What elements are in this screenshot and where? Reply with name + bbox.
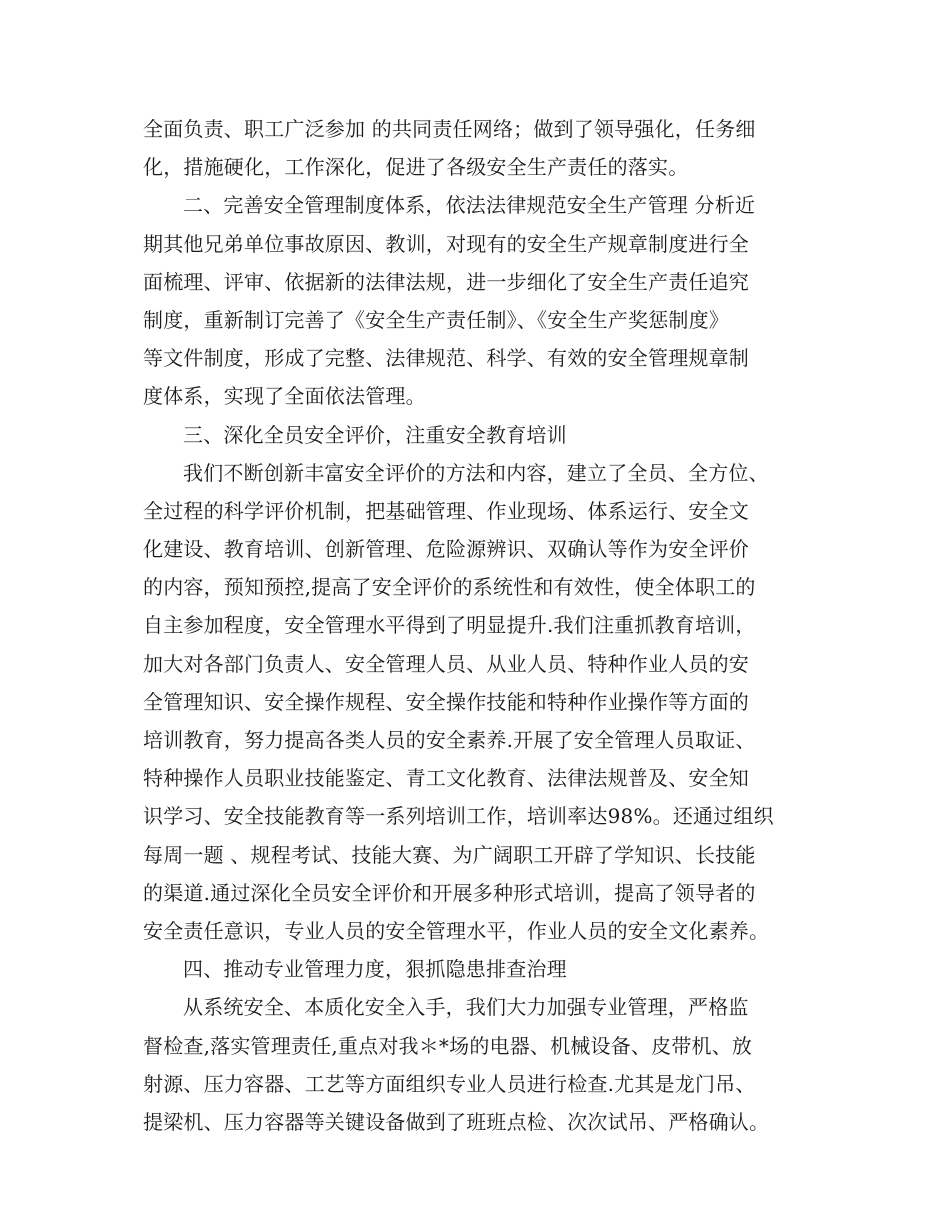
text-line: 期其他兄弟单位事故原因、教训，对现有的安全生产规章制度进行全 [143,231,749,256]
text-line: 全过程的科学评价机制，把基础管理、作业现场、体系运行、安全文 [143,498,749,523]
text-line: 三、深化全员安全评价，注重安全教育培训 [183,422,567,447]
text-line: 等文件制度，形成了完整、法律规范、科学、有效的安全管理规章制 [143,346,749,371]
text-line: 化建设、教育培训、创新管理、危险源辨识、双确认等作为安全评价 [143,537,749,562]
text-line: 射源、压力容器、工艺等方面组织专业人员进行检查.尤其是龙门吊、 [143,1071,756,1096]
text-line: 制度，重新制订完善了《安全生产责任制》、《安全生产奖惩制度》 [143,307,729,332]
text-line: 识学习、安全技能教育等一系列培训工作，培训率达98%。还通过组织 [143,804,774,829]
text-line: 提梁机、压力容器等关键设备做到了班班点检、次次试吊、严格确认。 [143,1109,770,1134]
text-line: 特种操作人员职业技能鉴定、青工文化教育、法律法规普及、安全知 [143,766,749,791]
text-line: 的渠道.通过深化全员安全评价和开展多种形式培训，提高了领导者的 [143,880,756,905]
text-line: 的内容，预知预控,提高了安全评价的系统性和有效性，使全体职工的 [143,575,756,600]
text-line: 度体系，实现了全面依法管理。 [143,384,426,409]
text-line: 我们不断创新丰富安全评价的方法和内容，建立了全员、全方位、 [183,460,769,485]
text-line: 二、完善安全管理制度体系，依法法律规范安全生产管理 分析近 [183,193,756,218]
text-line: 全面负责、职工广泛参加 的共同责任网络；做到了领导强化，任务细 [143,117,756,141]
text-line: 自主参加程度，安全管理水平得到了明显提升.我们注重抓教育培训， [143,613,756,638]
text-line: 每周一题 、规程考试、技能大赛、为广阔职工开辟了学知识、长技能 [143,842,756,867]
text-line: 培训教育，努力提高各类人员的安全素养.开展了安全管理人员取证、 [143,728,756,752]
text-line: 化，措施硬化，工作深化，促进了各级安全生产责任的落实。 [143,155,689,180]
text-line: 从系统安全、本质化安全入手，我们大力加强专业管理，严格监 [183,995,749,1020]
text-line: 加大对各部门负责人、安全管理人员、从业人员、特种作业人员的安 [143,651,749,676]
text-line: 四、推动专业管理力度，狠抓隐患排查治理 [183,957,567,982]
text-line: 面梳理、评审、依据新的法律法规，进一步细化了安全生产责任追究 [143,269,749,294]
text-line: 全管理知识、安全操作规程、安全操作技能和特种作业操作等方面的 [143,689,749,714]
text-line: 督检查,落实管理责任,重点对我＊*场的电器、机械设备、皮带机、放 [143,1033,753,1058]
text-line: 安全责任意识，专业人员的安全管理水平，作业人员的安全文化素养。 [143,918,770,943]
document-body [143,110,815,1141]
